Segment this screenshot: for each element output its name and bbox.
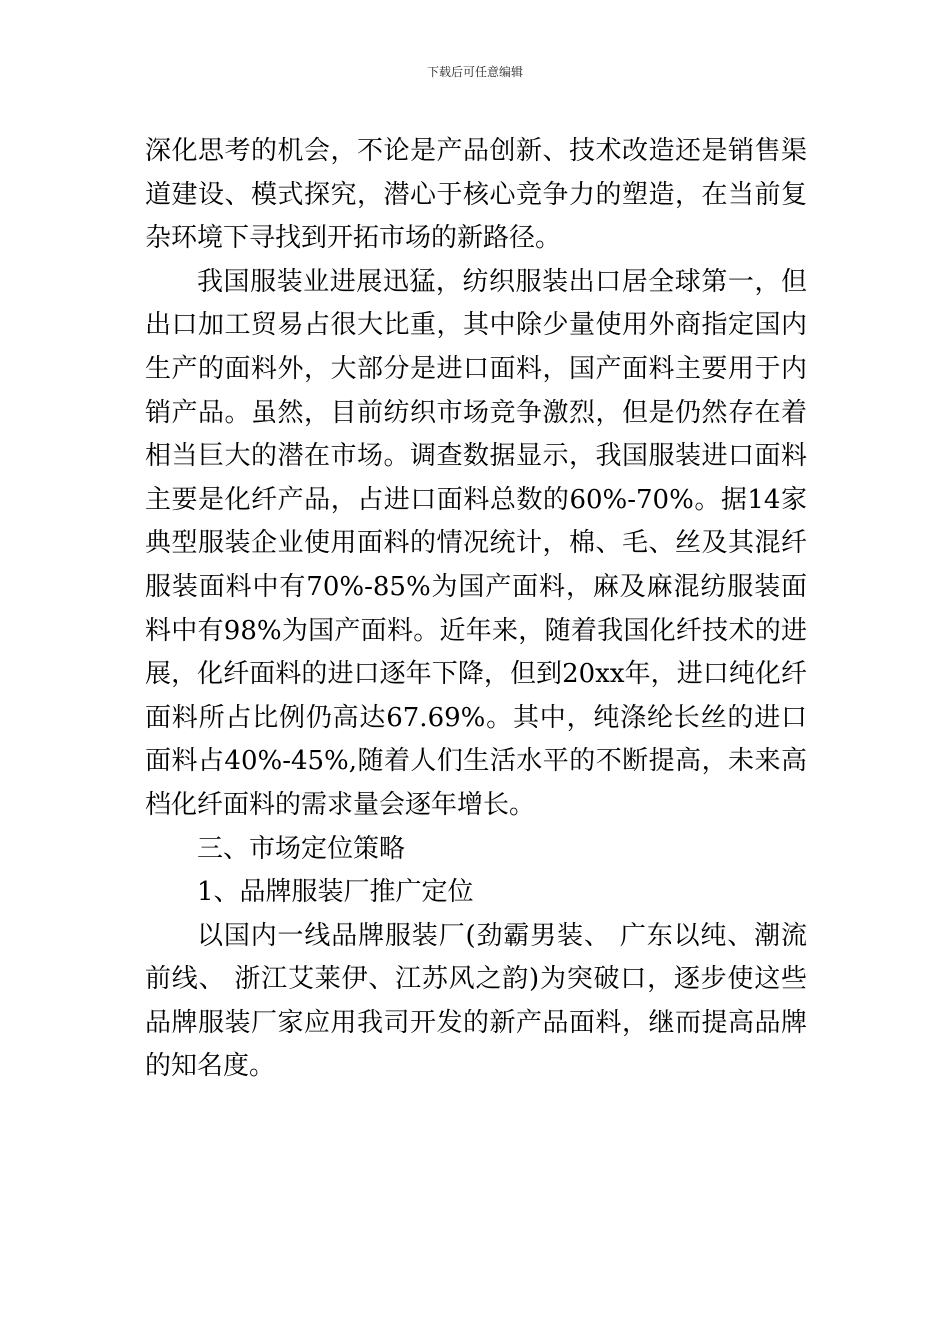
document-body [145, 130, 807, 1089]
paragraph-brand-strategy: 以国内一线品牌服装厂(劲霸男装、 广东以纯、潮流前线、 浙江艾莱伊、江苏风之韵)为突破口，逐步使这些品牌服装厂家应用我司开发的新产品面料，继而提高品牌的知名度。 [145, 920, 807, 1082]
page-header: 下载后可任意编辑 [426, 65, 523, 79]
section-heading-market-positioning: 三、市场定位策略 [197, 833, 406, 864]
paragraph-market-analysis: 我国服装业进展迅猛，纺织服装出口居全球第一，但出口加工贸易占很大比重，其中除少量使用外商指定国内生产的面料外，大部分是进口面料，国产面料主要用于内销产品。虽然，目前纺织市场竞争激烈，但是仍然存在着相当巨大的潜在市场。调查数据显示，我国服装进口面料主要是化纤产品，占进口面料总数的60%-70%。据14家典型服装企业使用面料的情况统计，棉、毛、丝及其混纤服装面料中有70%-85%为国产面料，麻及麻混纺服装面料中有98%为国产面料。近年来，随着我国化纤技术的进展，化纤面料的进口逐年下降，但到20xx年，进口纯化纤面料所占比例仍高达67.69%。其中，纯涤纶长丝的进口面料占40%-45%,随着人们生活水平的不断提高，未来高档化纤面料的需求量会逐年增长。 [145, 266, 807, 820]
subsection-heading-brand-factory: 1、品牌服装厂推广定位 [197, 877, 474, 908]
paragraph-continuation: 深化思考的机会，不论是产品创新、技术改造还是销售渠道建设、模式探究，潜心于核心竞争力的塑造，在当前复杂环境下寻找到开拓市场的新路径。 [145, 136, 807, 254]
